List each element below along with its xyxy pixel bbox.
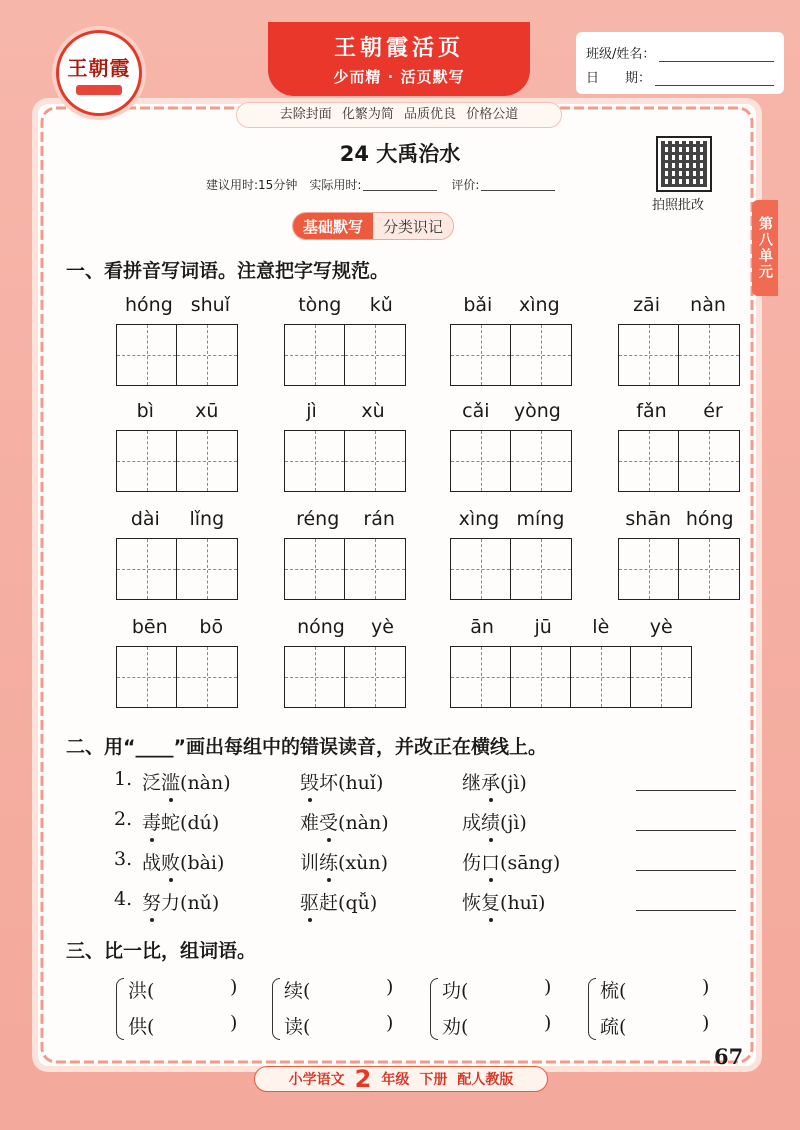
pinyin-syllable: lè xyxy=(592,616,610,638)
pinyin-syllable: xū xyxy=(195,400,219,422)
pinyin-syllable: yòng xyxy=(513,400,561,422)
pinyin-syllable: yè xyxy=(370,616,394,638)
word-with-reading[interactable]: 毁坏(huǐ) xyxy=(300,772,384,794)
section-tag xyxy=(292,212,454,240)
pinyin-syllable: zāi xyxy=(633,294,660,316)
writing-cell[interactable] xyxy=(679,539,739,599)
word-with-reading[interactable]: 成绩(jì) xyxy=(462,812,527,834)
writing-grid xyxy=(450,538,572,600)
writing-cell[interactable] xyxy=(571,647,631,707)
writing-cell[interactable] xyxy=(177,539,237,599)
word-with-reading[interactable]: 训练(xùn) xyxy=(300,852,389,874)
close-paren: ) xyxy=(702,976,710,998)
close-paren: ) xyxy=(386,976,394,998)
pinyin-item xyxy=(284,616,407,710)
pinyin-text xyxy=(116,294,239,316)
footer-edition: 配人教版 xyxy=(457,1072,514,1088)
pinyin-item xyxy=(450,508,573,602)
question-1-heading: 一、看拼音写词语。注意把字写规范。 xyxy=(66,260,390,282)
pinyin-syllable: bǎi xyxy=(463,294,493,316)
compare-group xyxy=(430,976,560,1046)
word-with-reading[interactable]: 恢复(huī) xyxy=(462,892,546,914)
writing-cell[interactable] xyxy=(177,431,237,491)
footer-subject: 小学语文 xyxy=(288,1072,345,1088)
writing-cell[interactable] xyxy=(631,647,691,707)
answer-line[interactable] xyxy=(636,870,736,871)
pinyin-syllable: lǐng xyxy=(189,508,225,530)
pinyin-item xyxy=(116,400,239,494)
pinyin-syllable: míng xyxy=(516,508,565,530)
writing-cell[interactable] xyxy=(117,325,177,385)
writing-cell[interactable] xyxy=(285,325,345,385)
pinyin-item xyxy=(284,400,407,494)
compare-char-blank[interactable]: 劝( xyxy=(442,1016,469,1038)
writing-cell[interactable] xyxy=(451,431,511,491)
compare-char-blank[interactable]: 供( xyxy=(128,1016,155,1038)
writing-cell[interactable] xyxy=(285,647,345,707)
writing-cell[interactable] xyxy=(177,647,237,707)
grade-label: 评价: xyxy=(451,178,480,192)
writing-grid xyxy=(618,430,740,492)
pinyin-syllable: cǎi xyxy=(462,400,490,422)
pinyin-item xyxy=(450,616,693,710)
writing-grid xyxy=(284,646,406,708)
section-tag-main: 基础默写 xyxy=(293,213,373,239)
brand-slogan: 去除封面 化繁为简 品质优良 价格公道 xyxy=(236,102,562,128)
pinyin-item xyxy=(116,294,239,388)
writing-grid xyxy=(450,430,572,492)
date-row xyxy=(586,62,774,86)
pinyin-syllable: bō xyxy=(199,616,224,638)
writing-cell[interactable] xyxy=(345,647,405,707)
pinyin-syllable: xìng xyxy=(458,508,500,530)
pinyin-item xyxy=(618,294,741,388)
writing-cell[interactable] xyxy=(285,539,345,599)
writing-cell[interactable] xyxy=(345,431,405,491)
item-number: 1. xyxy=(114,768,133,790)
word-with-reading[interactable]: 伤口(sāng) xyxy=(462,852,561,874)
word-with-reading[interactable]: 驱赶(qǚ) xyxy=(300,892,378,914)
writing-cell[interactable] xyxy=(619,539,679,599)
pinyin-text xyxy=(284,400,407,422)
writing-cell[interactable] xyxy=(511,539,571,599)
pinyin-syllable: jì xyxy=(306,400,317,422)
writing-grid xyxy=(116,538,238,600)
pinyin-text xyxy=(284,508,407,530)
writing-cell[interactable] xyxy=(177,325,237,385)
close-paren: ) xyxy=(230,976,238,998)
item-number: 4. xyxy=(114,888,133,910)
writing-grid xyxy=(284,430,406,492)
writing-cell[interactable] xyxy=(619,325,679,385)
close-paren: ) xyxy=(544,1012,552,1034)
pinyin-syllable: yè xyxy=(649,616,673,638)
pinyin-syllable: shān xyxy=(625,508,672,530)
answer-line[interactable] xyxy=(636,790,736,791)
date-label: 日 期： xyxy=(586,71,652,86)
word-with-reading[interactable]: 努力(nǔ) xyxy=(142,892,220,914)
item-number: 3. xyxy=(114,848,133,870)
question-2-heading: 二、用“____”画出每组中的错误读音，并改正在横线上。 xyxy=(66,736,547,758)
unit-tab: 第八单元 xyxy=(752,200,778,296)
class-name-label: 班级/姓名： xyxy=(586,47,656,62)
writing-cell[interactable] xyxy=(511,647,571,707)
timing-row xyxy=(206,176,569,193)
compare-char-blank[interactable]: 洪( xyxy=(128,980,155,1002)
pinyin-item xyxy=(116,508,239,602)
student-info-box xyxy=(576,32,784,94)
pinyin-syllable: nóng xyxy=(297,616,345,638)
writing-cell[interactable] xyxy=(451,325,511,385)
pinyin-syllable: ér xyxy=(703,400,723,422)
pinyin-text xyxy=(116,616,239,638)
pinyin-syllable: bì xyxy=(136,400,154,422)
footer-badge xyxy=(254,1066,548,1092)
writing-cell[interactable] xyxy=(679,325,739,385)
writing-grid xyxy=(618,324,740,386)
pinyin-syllable: réng xyxy=(296,508,340,530)
pinyin-syllable: dài xyxy=(130,508,160,530)
date-field[interactable] xyxy=(655,72,774,86)
pinyin-text xyxy=(450,400,573,422)
actual-time-field[interactable] xyxy=(363,179,437,191)
pinyin-text xyxy=(450,294,573,316)
banner-subtitle: 少而精 · 活页默写 xyxy=(333,68,465,86)
pinyin-syllable: ān xyxy=(470,616,494,638)
class-name-field[interactable] xyxy=(659,48,774,62)
pinyin-syllable: rán xyxy=(363,508,395,530)
close-paren: ) xyxy=(230,1012,238,1034)
pinyin-syllable: kǔ xyxy=(369,294,393,316)
writing-grid xyxy=(116,646,238,708)
pinyin-item xyxy=(284,294,407,388)
pinyin-syllable: hóng xyxy=(124,294,173,316)
section-tag-sub: 分类识记 xyxy=(373,213,453,239)
pinyin-syllable: shuǐ xyxy=(190,294,230,316)
compare-char-blank[interactable]: 功( xyxy=(442,980,469,1002)
pinyin-text xyxy=(450,508,573,530)
brand-banner xyxy=(268,22,530,96)
pinyin-text xyxy=(284,294,407,316)
pinyin-text xyxy=(116,508,239,530)
word-with-reading[interactable]: 泛滥(nàn) xyxy=(142,772,231,794)
pinyin-text xyxy=(284,616,407,638)
footer-grade: 2 xyxy=(354,1065,372,1093)
writing-cell[interactable] xyxy=(619,431,679,491)
pinyin-syllable: xù xyxy=(361,400,385,422)
writing-cell[interactable] xyxy=(511,325,571,385)
writing-cell[interactable] xyxy=(345,539,405,599)
brace-icon xyxy=(588,978,596,1040)
footer-grade-unit: 年级 xyxy=(381,1072,410,1088)
writing-grid xyxy=(284,324,406,386)
logo-badge xyxy=(76,85,122,95)
word-with-reading[interactable]: 难受(nàn) xyxy=(300,812,389,834)
brace-icon xyxy=(116,978,124,1040)
item-number: 2. xyxy=(114,808,133,830)
writing-grid xyxy=(116,324,238,386)
pinyin-text xyxy=(116,400,239,422)
writing-cell[interactable] xyxy=(679,431,739,491)
writing-grid xyxy=(116,430,238,492)
lesson-title: 24 大禹治水 xyxy=(339,142,461,166)
close-paren: ) xyxy=(702,1012,710,1034)
word-with-reading[interactable]: 战败(bài) xyxy=(142,852,225,874)
pinyin-text xyxy=(618,294,741,316)
question-3-heading: 三、比一比，组词语。 xyxy=(66,940,257,962)
class-name-row xyxy=(586,38,774,62)
compare-group xyxy=(588,976,718,1046)
writing-grid xyxy=(450,646,692,708)
writing-cell[interactable] xyxy=(117,647,177,707)
pinyin-item xyxy=(618,508,741,602)
pinyin-item xyxy=(116,616,239,710)
actual-time-label: 实际用时: xyxy=(309,178,362,192)
qr-code-icon[interactable] xyxy=(656,136,712,192)
compare-char-blank[interactable]: 读( xyxy=(284,1016,311,1038)
compare-char-blank[interactable]: 续( xyxy=(284,980,311,1002)
grade-field[interactable] xyxy=(481,179,555,191)
close-paren: ) xyxy=(544,976,552,998)
writing-cell[interactable] xyxy=(117,431,177,491)
compare-char-blank[interactable]: 疏( xyxy=(600,1016,627,1038)
word-with-reading[interactable]: 继承(jì) xyxy=(462,772,527,794)
pinyin-item xyxy=(284,508,407,602)
qr-label: 拍照批改 xyxy=(652,198,705,213)
brace-icon xyxy=(430,978,438,1040)
pinyin-text xyxy=(450,616,693,638)
logo-text: 王朝霞 xyxy=(67,55,131,80)
writing-grid xyxy=(450,324,572,386)
writing-cell[interactable] xyxy=(451,539,511,599)
compare-char-blank[interactable]: 梳( xyxy=(600,980,627,1002)
banner-title: 王朝霞活页 xyxy=(333,36,464,61)
writing-grid xyxy=(284,538,406,600)
pinyin-item xyxy=(618,400,741,494)
pinyin-syllable: bēn xyxy=(131,616,168,638)
pinyin-item xyxy=(450,400,573,494)
answer-line[interactable] xyxy=(636,830,736,831)
pinyin-item xyxy=(450,294,573,388)
pinyin-syllable: hóng xyxy=(685,508,734,530)
pinyin-syllable: xìng xyxy=(519,294,560,316)
pinyin-syllable: fǎn xyxy=(636,400,667,422)
compare-group xyxy=(272,976,402,1046)
writing-cell[interactable] xyxy=(511,431,571,491)
close-paren: ) xyxy=(386,1012,394,1034)
pinyin-syllable: tòng xyxy=(298,294,342,316)
writing-grid xyxy=(618,538,740,600)
word-with-reading[interactable]: 毒蛇(dú) xyxy=(142,812,220,834)
writing-cell[interactable] xyxy=(451,647,511,707)
page-number: 67 xyxy=(714,1044,744,1069)
writing-cell[interactable] xyxy=(345,325,405,385)
answer-line[interactable] xyxy=(636,910,736,911)
compare-group xyxy=(116,976,246,1046)
pinyin-text xyxy=(618,400,741,422)
brace-icon xyxy=(272,978,280,1040)
pinyin-syllable: nàn xyxy=(690,294,726,316)
writing-cell[interactable] xyxy=(285,431,345,491)
brand-logo xyxy=(56,30,142,116)
suggested-time: 建议用时:15分钟 xyxy=(206,178,298,192)
pinyin-syllable: jū xyxy=(534,616,552,638)
pinyin-text xyxy=(618,508,741,530)
footer-term: 下册 xyxy=(419,1072,448,1088)
writing-cell[interactable] xyxy=(117,539,177,599)
